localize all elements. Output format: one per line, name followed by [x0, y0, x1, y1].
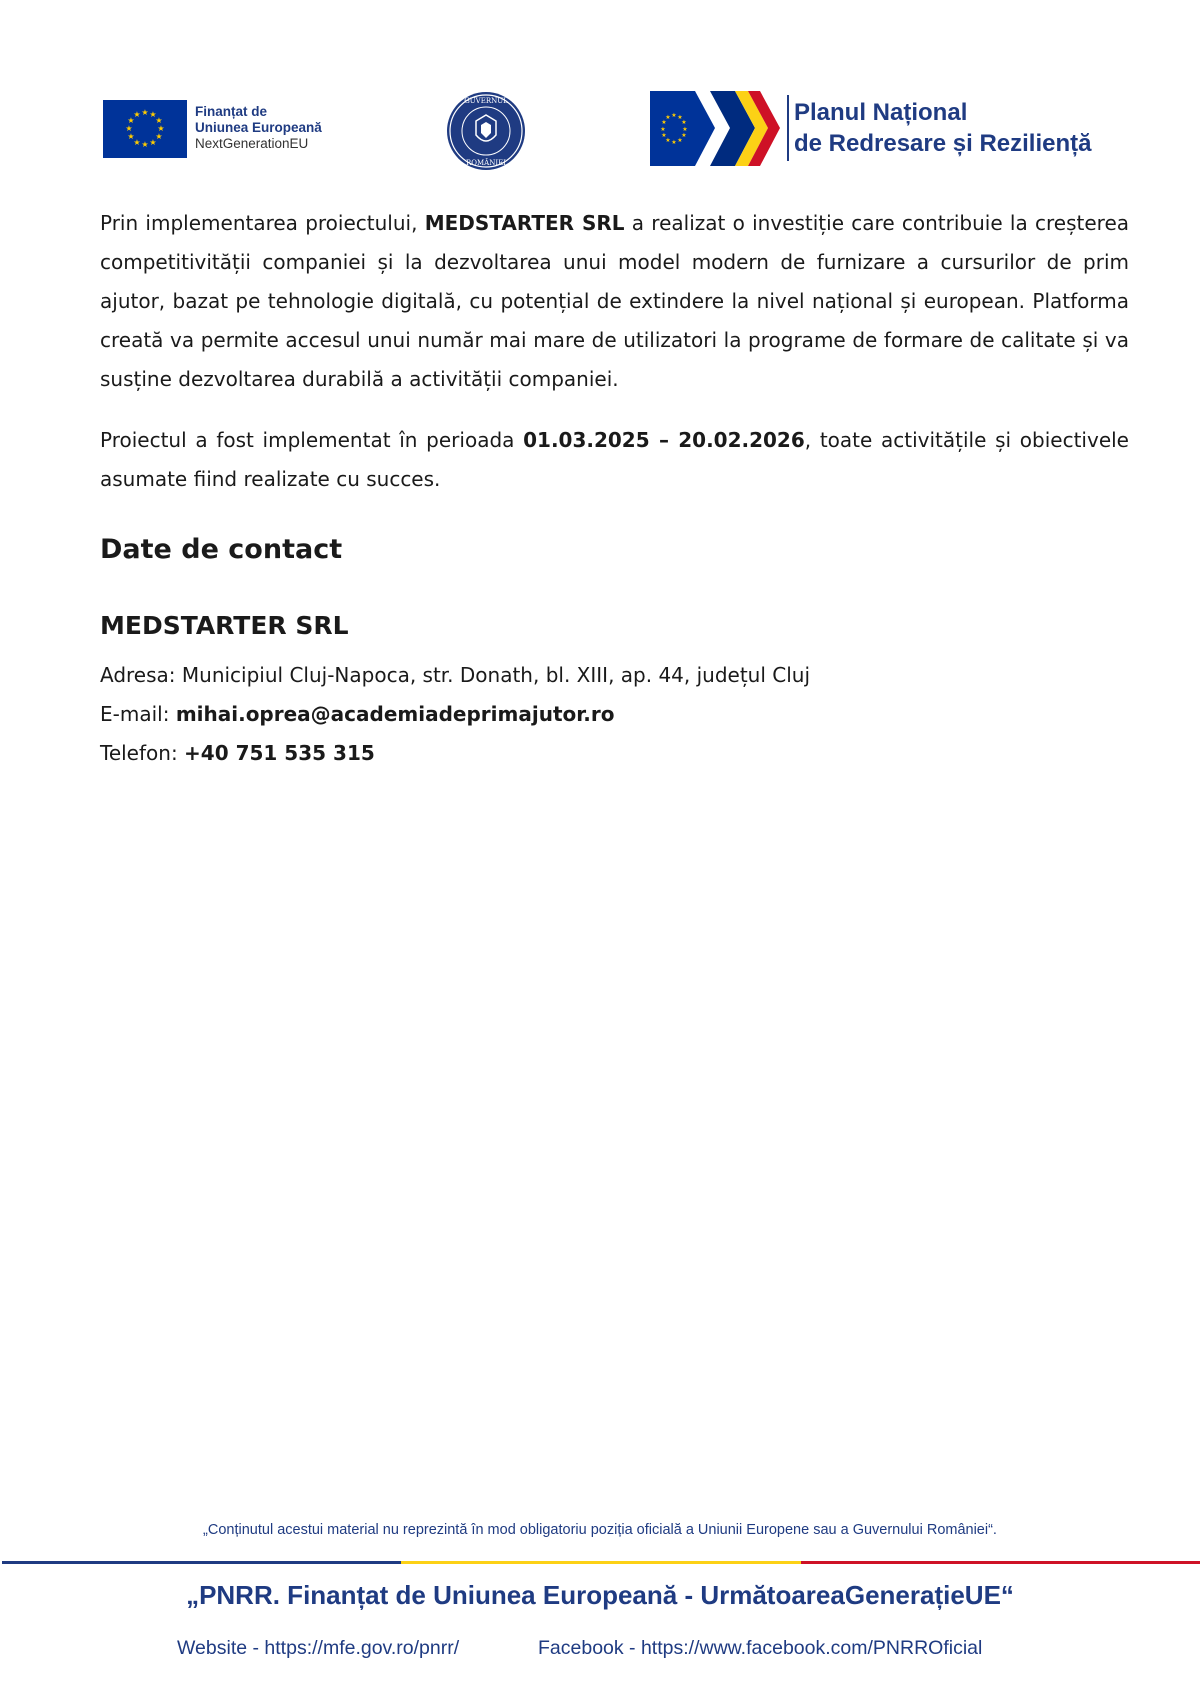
svg-text:★: ★ [127, 132, 135, 141]
email-value[interactable]: mihai.oprea@academiadeprimajutor.ro [175, 702, 615, 726]
svg-text:★: ★ [665, 114, 671, 121]
pnrr-logo-line2: de Redresare și Reziliență [794, 130, 1092, 157]
svg-text:★: ★ [665, 137, 671, 144]
svg-text:★: ★ [677, 114, 683, 121]
contact-email [100, 695, 810, 734]
svg-text:★: ★ [681, 119, 687, 126]
pnrr-logo-text [794, 97, 1091, 159]
svg-text:★: ★ [133, 110, 141, 119]
p2-intro: Proiectul a fost implementat în perioada [100, 428, 524, 452]
footer-website-link[interactable]: Website - https://mfe.gov.ro/pnrr/ [177, 1637, 460, 1659]
government-seal-icon [446, 91, 526, 171]
rule-blue [2, 1561, 401, 1564]
address-value: Municipiul Cluj-Napoca, str. Donath, bl. XIII, ap. 44, județul Cluj [181, 663, 811, 687]
contact-details [100, 656, 810, 773]
svg-text:★: ★ [149, 110, 157, 119]
paragraph-project-description [100, 204, 1129, 399]
eu-logo-line2: Uniunea Europeană [195, 120, 322, 135]
email-label: E-mail: [100, 702, 170, 726]
svg-text:★: ★ [682, 126, 688, 133]
svg-text:★: ★ [671, 139, 677, 146]
svg-text:★: ★ [661, 132, 667, 139]
pnrr-logo-line1: Planul Național [794, 99, 968, 126]
svg-text:★: ★ [157, 124, 165, 133]
svg-text:★: ★ [677, 137, 683, 144]
svg-text:GUVERNUL: GUVERNUL [464, 97, 508, 105]
svg-text:★: ★ [671, 112, 677, 119]
pnrr-logo [650, 91, 1110, 166]
svg-text:★: ★ [155, 116, 163, 125]
svg-text:★: ★ [661, 119, 667, 126]
p1-intro: Prin implementarea proiectului, [100, 211, 425, 235]
pnrr-divider [787, 95, 789, 161]
footer-slogan: „PNRR. Finanțat de Uniunea Europeană - UrmătoareaGenerațieUE“ [186, 1580, 1014, 1610]
svg-text:★: ★ [660, 126, 666, 133]
svg-text:★: ★ [127, 116, 135, 125]
contact-address [100, 656, 810, 695]
eu-logo-line1: Finanțat de [195, 104, 268, 119]
svg-text:★: ★ [141, 108, 149, 117]
svg-text:★: ★ [155, 132, 163, 141]
eu-logo-text [195, 104, 322, 152]
eu-logo-line3: NextGenerationEU [195, 136, 309, 151]
contact-heading: Date de contact [100, 534, 343, 565]
paragraph-project-period [100, 421, 1129, 499]
pnrr-arrows-icon [650, 91, 785, 166]
rule-red [801, 1561, 1200, 1564]
p2-period: 01.03.2025 – 20.02.2026 [523, 428, 805, 452]
phone-label: Telefon: [100, 741, 178, 765]
svg-text:ROMÂNIEI: ROMÂNIEI [466, 159, 506, 167]
contact-company-name: MEDSTARTER SRL [100, 611, 349, 640]
svg-text:★: ★ [133, 138, 141, 147]
footer-disclaimer: „Conținutul acestui material nu reprezintă în mod obligatoriu poziția oficială a Uniunii Europene sau a Guvernului României“. [203, 1522, 997, 1538]
eu-funding-logo [103, 100, 333, 158]
svg-text:★: ★ [681, 132, 687, 139]
rule-yellow [401, 1561, 800, 1564]
p1-body: a realizat o investiție care contribuie la creșterea competitivității companiei și la dezvoltarea unui model modern de furnizare a cursurilor de prim ajutor, bazat pe tehnologie digitală, cu potențial de extindere la nivel național și european. Platforma creată va permite accesul unui număr mai mare de utilizatori la programe de formare de calitate și va susține dezvoltarea durabilă a activității companiei. [100, 211, 1129, 391]
p2-body: , toate activitățile și obiectivele asumate fiind realizate cu succes. [100, 428, 1129, 491]
svg-text:★: ★ [149, 138, 157, 147]
body-text [100, 204, 1129, 499]
svg-text:★: ★ [125, 124, 133, 133]
phone-value: +40 751 535 315 [184, 741, 375, 765]
svg-text:★: ★ [141, 140, 149, 149]
footer-tricolor-rule [2, 1561, 1200, 1564]
p1-company-name: MEDSTARTER SRL [424, 211, 625, 235]
footer-facebook-link[interactable]: Facebook - https://www.facebook.com/PNRROficial [538, 1637, 983, 1659]
address-label: Adresa: [100, 663, 176, 687]
contact-phone [100, 734, 810, 773]
eu-flag-icon [103, 100, 187, 158]
